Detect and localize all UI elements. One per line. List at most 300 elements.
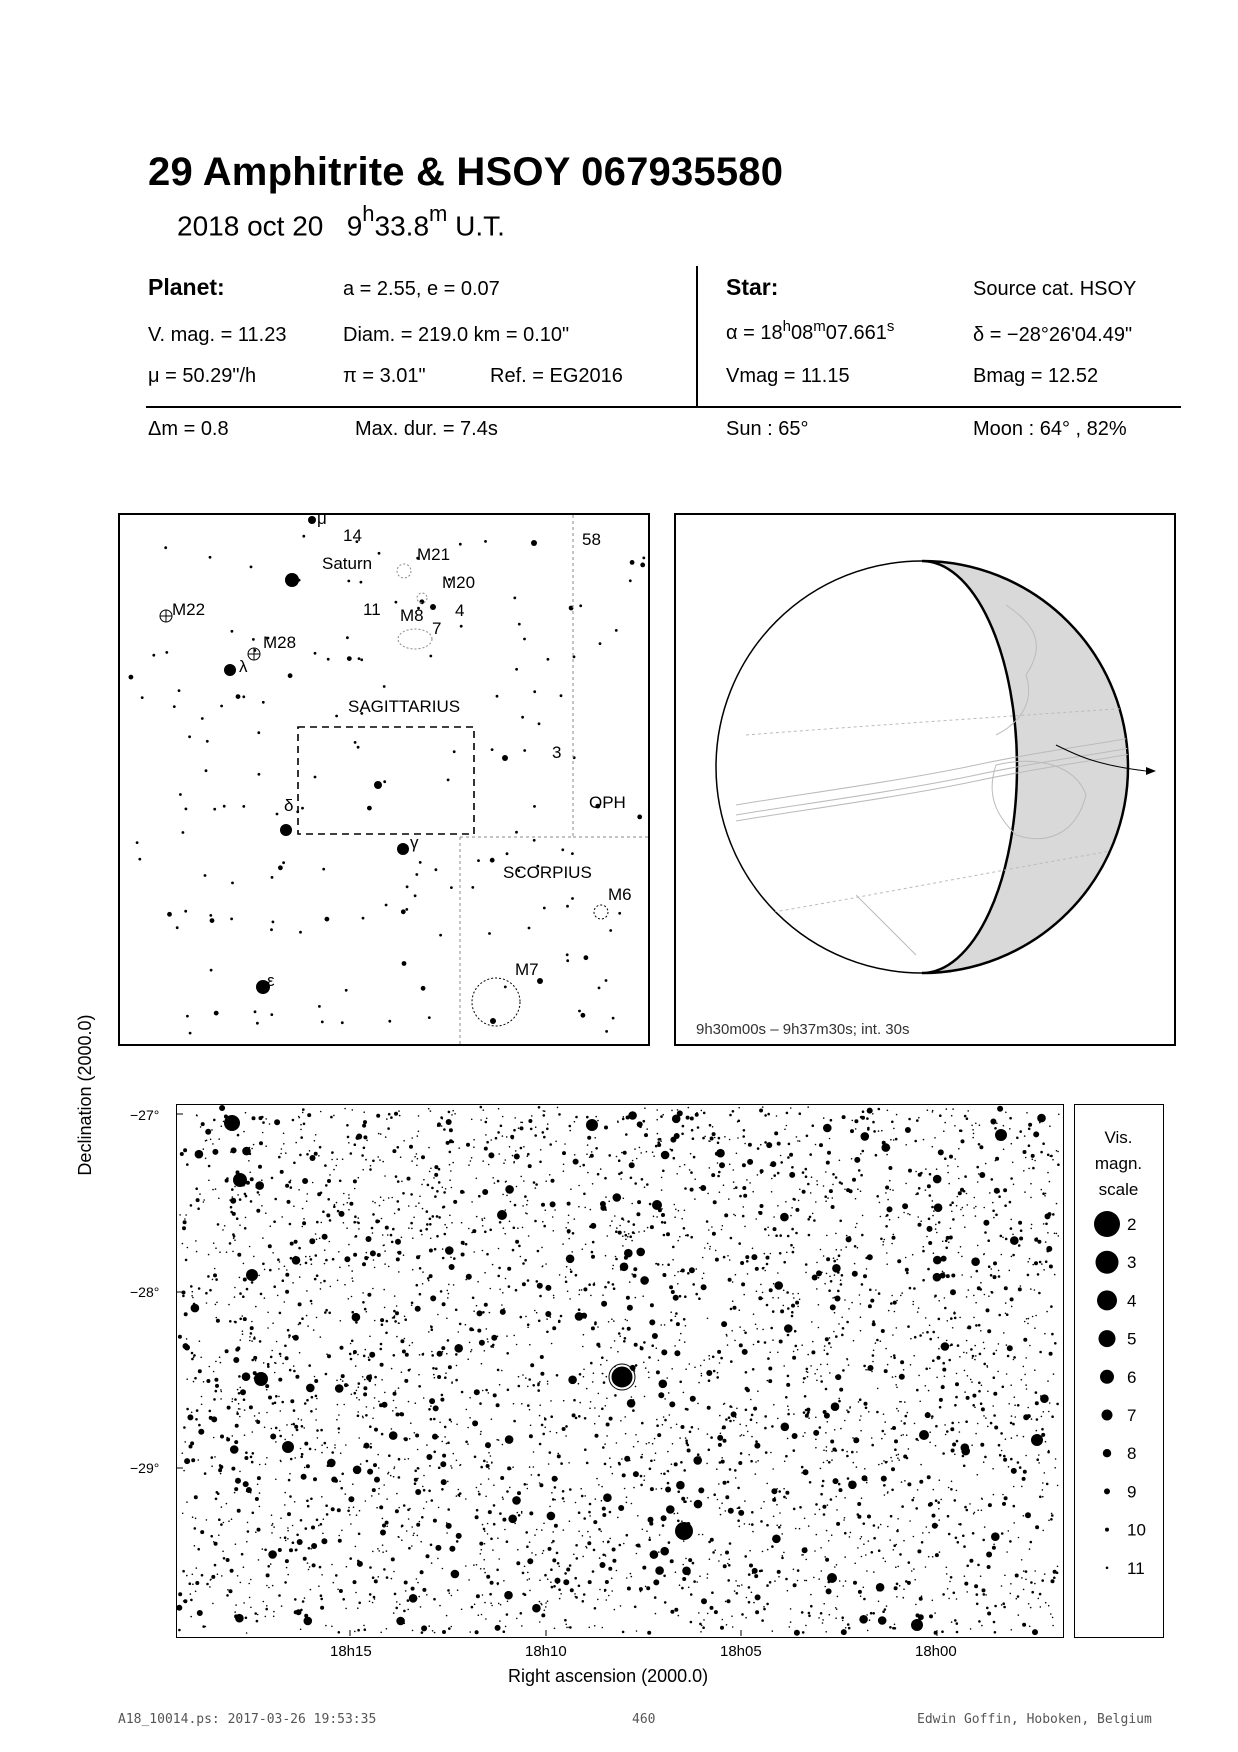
star [419,1293,422,1296]
star [402,1350,406,1354]
star [1027,1407,1029,1409]
star [314,1278,317,1281]
star [316,1398,318,1400]
star [578,1511,581,1514]
star [956,1622,959,1625]
star [203,1199,205,1201]
star [215,1188,217,1190]
star [770,1161,776,1167]
star [690,1153,692,1155]
star [523,749,526,752]
star [1004,1496,1008,1500]
star [613,1287,616,1290]
legend-dot [1103,1449,1111,1457]
star [549,1431,551,1433]
star [766,1263,769,1266]
star [1023,1589,1025,1591]
star [516,1618,518,1620]
star [717,1499,719,1501]
star [609,1225,611,1227]
star [785,1396,788,1399]
star [383,1200,385,1202]
star [698,1382,700,1384]
star [873,1524,876,1527]
star [853,1462,855,1464]
star [208,1165,211,1168]
star [650,1460,653,1463]
star [486,1328,488,1330]
star [939,1398,943,1402]
star [949,1236,953,1240]
star [566,1255,575,1264]
star [949,1155,953,1159]
star [520,1176,522,1178]
star [971,1381,973,1383]
star [566,1568,570,1572]
star [831,1451,833,1453]
star [896,1454,898,1456]
star [238,1408,240,1410]
star [354,1215,357,1218]
star [1022,1477,1026,1481]
star [341,1473,344,1476]
star [299,1276,301,1278]
star [358,1602,361,1605]
star [198,1429,204,1435]
star [460,625,463,628]
star [1018,1537,1020,1539]
label-delta: δ [284,796,294,815]
star [838,1398,840,1400]
star [645,1586,647,1588]
star [288,673,293,678]
star [1008,1403,1010,1405]
star [165,651,168,654]
star [407,1609,409,1611]
star [623,1267,626,1270]
star [503,1227,505,1229]
star [844,1299,846,1301]
star [446,1318,448,1320]
star [535,1187,537,1189]
star [805,1175,808,1178]
star [649,1319,655,1325]
star [744,1143,746,1145]
star [1003,1332,1005,1334]
star [964,1391,966,1393]
star [558,1588,561,1591]
star [419,1267,422,1270]
star [583,1369,585,1371]
star [196,1198,200,1202]
star [966,1340,968,1342]
star [590,1295,592,1297]
star [753,1602,755,1604]
star [338,1535,340,1537]
star [241,1553,244,1556]
star [609,1511,612,1514]
star [606,1398,608,1400]
star [731,1330,733,1332]
star [791,1304,795,1308]
star [679,1236,681,1238]
star [943,1272,945,1274]
star [944,1424,946,1426]
star [471,886,474,889]
star [624,1488,626,1490]
star [1045,1213,1051,1219]
star [260,1293,263,1296]
star [839,1488,843,1492]
star [571,897,574,900]
star [616,1442,618,1444]
star [338,1539,342,1543]
star [289,1473,291,1475]
star [191,1458,195,1462]
star [683,1500,686,1503]
star [948,1359,951,1362]
star [672,1259,674,1261]
star [499,1289,501,1291]
star [374,1598,376,1600]
star [518,1127,520,1129]
star [1050,1518,1053,1521]
star [691,1129,694,1132]
star [826,1353,829,1356]
star [1049,1352,1053,1356]
star [527,1279,530,1282]
star [858,1590,862,1594]
star [932,1331,935,1334]
star [1035,1315,1037,1317]
star [445,1372,447,1374]
star [944,1122,946,1124]
star [695,1293,698,1296]
star [341,1021,344,1024]
star [469,1417,471,1419]
star [681,1425,685,1429]
star [836,1608,838,1610]
star [685,1235,687,1237]
star [757,1390,759,1392]
star [240,1389,246,1395]
star [245,1112,247,1114]
star [545,1209,547,1211]
star [629,1162,635,1168]
star [206,1302,208,1304]
star [258,1165,262,1169]
star [178,1629,181,1632]
star [459,1496,461,1498]
star [786,1125,788,1127]
star [492,1264,494,1266]
star [449,1215,451,1217]
star [947,1588,949,1590]
star [792,1356,796,1360]
star [369,1601,371,1603]
star [416,1165,418,1167]
star [479,1402,482,1405]
star [1025,1455,1027,1457]
star [744,1332,747,1335]
star [598,1528,601,1531]
star [325,1504,328,1507]
star [271,1532,273,1534]
star [195,1581,199,1585]
star [944,1307,947,1310]
star [286,1269,288,1271]
star [483,1528,486,1531]
star [917,1311,919,1313]
star [428,1280,430,1282]
star [791,1315,794,1318]
star [557,1107,559,1109]
star [970,1276,972,1278]
star [304,1621,307,1624]
star [335,715,338,718]
legend-magnitude-label: 9 [1127,1482,1137,1502]
star [829,1138,831,1140]
star [284,1345,287,1348]
star [674,1608,678,1612]
star [537,1250,540,1253]
star [900,1401,902,1403]
star [418,1596,420,1598]
star [370,1446,373,1449]
star [288,1334,291,1337]
star [690,1188,694,1192]
star [627,1327,631,1331]
star [481,1218,483,1220]
star [725,1601,727,1603]
legend-dot [1094,1211,1120,1237]
star [739,1195,742,1198]
star [1029,1258,1031,1260]
star [971,1444,973,1446]
star [256,1209,260,1213]
star [1037,1114,1046,1123]
star [275,1441,277,1443]
star [998,1275,1001,1278]
star [320,1523,323,1526]
star [934,1137,936,1139]
star [357,746,360,749]
star [958,1178,960,1180]
star [851,1158,853,1160]
bright-star [224,1115,240,1131]
star [626,1116,630,1120]
star [770,1452,772,1454]
star [456,1540,459,1543]
star [407,1599,410,1602]
label-m21: M21 [417,545,451,564]
star [499,1512,502,1515]
bright-star [827,1573,837,1583]
star [712,1356,715,1359]
star [409,1345,411,1347]
star [891,1295,893,1297]
star [327,1198,330,1201]
star [1011,1415,1013,1417]
star [690,1396,696,1402]
star [1025,1357,1027,1359]
x-tick-18h15: 18h15 [330,1643,372,1660]
star [200,1126,202,1128]
star [533,1451,535,1453]
star [976,1166,979,1169]
star [983,1254,985,1256]
star [832,1448,836,1452]
star [348,1244,350,1246]
star [470,1160,472,1162]
star [411,1302,414,1305]
star [547,1578,549,1580]
star [524,1483,527,1486]
star [746,1597,748,1599]
star [670,1427,672,1429]
star [956,1440,959,1443]
star [363,1111,365,1113]
star [471,1349,473,1351]
star [885,1225,888,1228]
star [667,1263,670,1266]
star [729,1139,731,1141]
star [593,1520,597,1524]
star [266,1605,268,1607]
star [321,1452,323,1454]
star [370,1165,372,1167]
star [951,1274,955,1278]
star [261,1179,263,1181]
star [739,1526,741,1528]
star [460,1464,462,1466]
star [372,1551,374,1553]
star [385,1332,388,1335]
star [787,1383,790,1386]
star [631,1240,633,1242]
star [388,1454,391,1457]
star [692,1562,695,1565]
star [1034,1583,1036,1585]
star [584,1207,586,1209]
star [358,1382,361,1385]
star [405,1590,407,1592]
star [398,1536,400,1538]
star [966,1591,968,1593]
star [746,1179,748,1181]
star [514,1523,516,1525]
star [563,1579,569,1585]
star [420,1386,422,1388]
footer-file-info: A18_10014.ps: 2017-03-26 19:53:35 [118,1712,377,1727]
star [830,1440,834,1444]
star [221,1125,223,1127]
star [493,1484,495,1486]
star [437,1558,439,1560]
star [204,874,207,877]
star [644,1396,646,1398]
star [891,1243,893,1245]
star [584,1417,587,1420]
star [364,1443,370,1449]
star [230,1569,234,1573]
star [792,1293,794,1295]
star [255,1531,257,1533]
star [289,1548,293,1552]
star [337,1589,339,1591]
star [826,1460,828,1462]
star [322,868,325,871]
star [268,1587,270,1589]
star [629,1460,631,1462]
star [626,1534,629,1537]
star [362,1124,366,1128]
star [299,1322,302,1325]
star [370,1250,376,1256]
star [929,1194,932,1197]
star [428,1408,431,1411]
star [552,1498,555,1501]
star [911,1570,913,1572]
star [698,1612,700,1614]
star [428,1016,431,1019]
star [187,1247,189,1249]
star [1005,1302,1007,1304]
star [825,1558,829,1562]
star [1011,1629,1013,1631]
star [545,1180,547,1182]
star [333,1582,335,1584]
star [992,1202,994,1204]
star [840,1249,842,1251]
star [981,1498,983,1500]
star [742,1215,745,1218]
star [723,1481,727,1485]
star [893,1128,895,1130]
star [795,1345,798,1348]
star [933,1256,942,1265]
star [658,1138,661,1141]
star [729,1468,732,1471]
star [1041,1428,1044,1431]
star [540,1603,542,1605]
star [674,1350,680,1356]
star [491,1335,497,1341]
star [423,1489,426,1492]
star [285,1273,289,1277]
star [674,1275,676,1277]
star [235,1424,239,1428]
star [213,1119,216,1122]
star [298,1189,300,1191]
star [650,1550,659,1559]
star [533,1466,535,1468]
star [1028,1168,1030,1170]
star [427,1184,430,1187]
star [377,1548,379,1550]
star [1006,1551,1008,1553]
star [846,1321,849,1324]
star [219,1465,223,1469]
star [961,1274,963,1276]
star [975,1433,977,1435]
star [442,1630,446,1634]
star [691,1426,694,1429]
star [742,1349,748,1355]
star [554,1628,556,1630]
star [377,1156,379,1158]
star [320,1288,322,1290]
